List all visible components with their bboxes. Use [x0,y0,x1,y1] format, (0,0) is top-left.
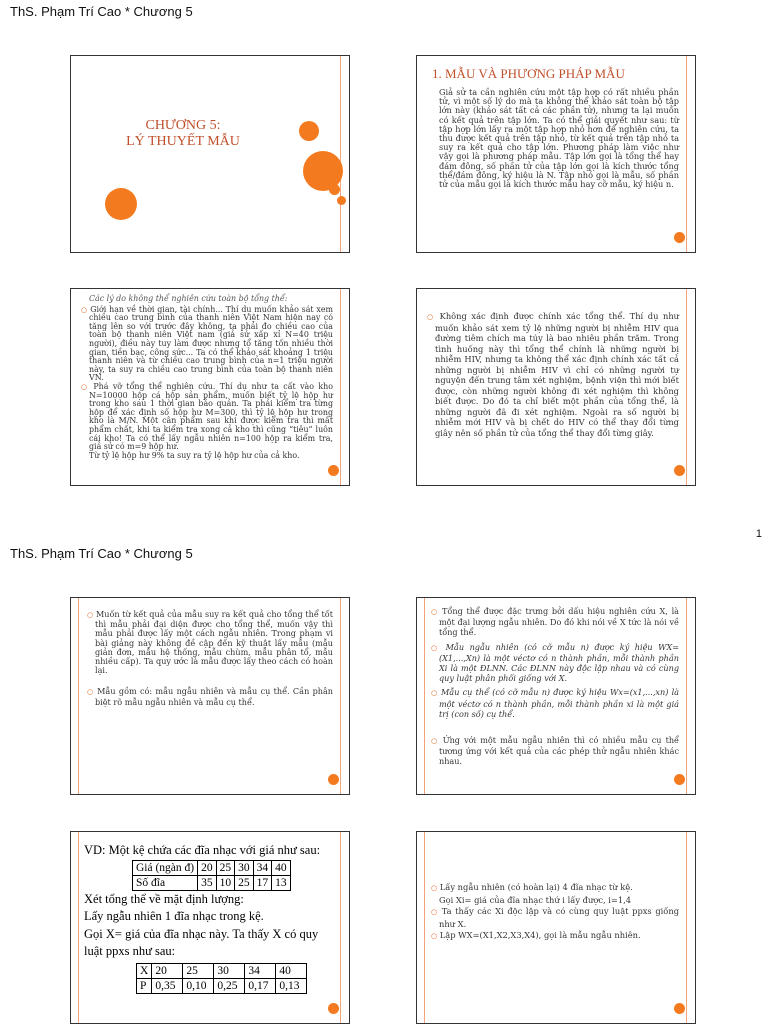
body-line: Gọi Xi= giá của đĩa nhạc thứ i lấy được, i=1,4 [439,894,632,905]
table-cell: 0,13 [276,978,307,993]
page-header: ThS. Phạm Trí Cao * Chương 5 [10,546,193,561]
bullet-icon: ○ [431,908,439,916]
bullet-text: Lập WX=(X1,X2,X3,X4), gọi là mẫu ngẫu nhiên. [439,930,641,940]
slide-content [425,311,679,438]
table-cell: 25 [235,875,254,890]
table-cell: 35 [198,875,217,890]
table-cell: 34 [245,963,276,978]
distribution-table [136,963,307,994]
bullet-item [429,906,679,930]
slide-title [70,55,350,253]
bullet-icon: ○ [431,884,438,892]
slide-content [79,295,333,460]
bullet-item [429,642,679,684]
bullet-item [79,306,333,383]
slide-definitions [416,597,696,795]
bullet-icon: ○ [87,688,94,697]
section-heading: 1. MẪU VÀ PHƯƠNG PHÁP MẪU [432,66,625,81]
decor-dot [313,174,322,183]
table-cell: X [137,963,152,978]
table-cell: 40 [276,963,307,978]
slide-sample-random [70,597,350,795]
bullet-item [429,687,679,719]
slide-number-dot [328,465,339,476]
slide-number-dot [674,465,685,476]
intro-text: Các lý do không thể nghiên cứu toàn bộ tổng thể: [89,294,288,303]
bullet-icon: ○ [431,608,439,616]
bullet-icon: ○ [81,305,88,314]
table-cell: 20 [152,963,183,978]
table-cell: 13 [272,875,291,890]
table-cell: 17 [253,875,272,890]
table-row [137,963,307,978]
slide-border-line [340,56,341,252]
bullet-text: Muốn từ kết quả của mẫu suy ra kết quả cho tổng thể tốt thì mẫu phải đại diện được cho tổng thể, muốn vậy thì mẫu phải được lấy một cách ngẫu nhiên. Trong phạm vi bài giảng này không đề cập đến kỹ thuật lấy mẫu (mẫu giản đơn, mẫu hệ thống, mẫu chùm, mẫu phân tổ, mẫu nhiều cấp). Ta quy ước là mẫu được lấy theo cách có hoàn lại. [95,609,333,676]
bullet-item [79,383,333,452]
table-cell: Giá (ngàn đ) [133,860,198,875]
bullet-text: Ứng với một mẫu ngẫu nhiên thì có nhiều mẫu cụ thể tương ứng với kết quả của các phép thử ngẫu nhiên khác nhau. [439,735,680,767]
table-cell: 30 [214,963,245,978]
table-cell: 0,25 [214,978,245,993]
decor-dot [299,121,319,141]
slide-title-text [81,118,285,150]
bullet-icon: ○ [431,689,438,698]
table-cell: 0,35 [152,978,183,993]
bullet-icon: ○ [431,643,441,652]
table-cell: 30 [235,860,254,875]
bullet-text: Phá vỡ tổng thể nghiên cứu. Thí dụ như ta cất vào kho N=10000 hộp cá hộp sản phẩm, muốn biết tỷ lệ hộp hư trong kho sau 1 thời gian bảo quản. Ta phải kiểm tra từng hộp để xác định số hộp hư M=300, thì tỷ lệ hộp hư trong kho là M/N. Một cân phẩm sau khi được kiểm tra thì mất phẩm chất, khi ta kiểm tra xong cả kho thì cũng “tiêu” luôn cái kho! Ta có thể lấy ngẫu nhiên n=100 hộp ra kiểm tra, giả sử có m=9 hộp hư. [89,381,333,452]
table-cell: 20 [198,860,217,875]
bullet-text: Mẫu cụ thể (có cỡ mẫu n) được ký hiệu Wx=(x1,...,xn) là một véctơ có n thành phần, mỗi thành phần xi là một giá trị (con số) cụ thể. [439,687,679,719]
slide-border-line [424,598,425,794]
table-cell: 25 [183,963,214,978]
slide-sampling-intro [416,55,696,253]
table-row [133,860,291,875]
bullet-item [429,882,679,895]
bullet-icon: ○ [431,932,438,940]
table-cell: 40 [272,860,291,875]
slide-sample-example [416,831,696,1024]
slide-undefined-population [416,288,696,486]
table-cell: 0,17 [245,978,276,993]
bullet-text: Giới hạn về thời gian, tài chính... Thí dụ muốn khảo sát xem chiều cao trung bình của thanh niên Việt Nam hiện nay có tăng lên so với trước đây không, ta phải đo chiều cao của toàn bộ thanh niên Việt nam (giả sử xấp xỉ N=40 triệu người), điều này tuy làm được nhưng tổ tăng tốn nhiều thời gian, tiền bạc, công sức... Ta có thể khảo sát khoảng 1 triệu thanh niên và từ chiều cao trung bình của n=1 triệu người này, ta suy ra chiều cao trung bình của toàn bộ thanh niên VN. [89,304,333,383]
bullet-text: Mẫu ngẫu nhiên (có cỡ mẫu n) được ký hiệu WX=(X1,...,Xn) là một véctơ có n thành phần, mỗi thành phần Xi là một ĐLNN. Các ĐLNN này độc lập nhau và có cùng quy luật phân phối giống với X. [439,641,679,684]
bullet-icon: ○ [81,382,89,391]
chapter-label: CHƯƠNG 5: [145,118,221,133]
slide-number-dot [328,774,339,785]
bullet-text: Không xác định được chính xác tổng thể. Thí dụ như muốn khảo sát xem tỷ lệ những người bị nhiễm HIV qua đường tiêm chích ma túy là bao nhiêu phần trăm. Trong tình huống này thì tổng thể chính là những người bị nhiễm HIV, nhưng ta không thể xác định chính xác tất cả những người bị nhiễm HIV vì chỉ có những người tự nguyện đến trung tâm xét nghiệm, bệnh viện thì mới biết được, còn những người không đi xét nghiệm thì không biết được. Do đó ta chỉ biết một phần của tổng thể, là những người đã đi xét nghiệm. Ngoài ra số người bị nhiễm mới HIV và bị chết do HIV có thể thay đổi từng giây nên số phần tử của tổng thể thay đổi từng giây. [435,311,680,438]
example-line: Gọi X= giá của đĩa nhạc này. Ta thấy X có quy luật ppxs như sau: [84,926,319,958]
decor-dot [329,184,340,195]
paragraph: Giả sử ta cần nghiên cứu một tập hợp có rất nhiều phần tử, vì một số lý do mà ta không thể khảo sát toàn bộ tập lớn này (khảo sát tất cả các phần tử), nhưng ta lại muốn có kết quả trên tập lớn. Ta có thể giải quyết như sau: từ tập hợp lớn lấy ra một tập hợp nhỏ hơn để nghiên cứu, ta thu được kết quả trên tập nhỏ, từ kết quả trên tập nhỏ ta suy ra kết quả cho tập lớn. Phương pháp làm việc như vậy gọi là phương pháp mẫu. Tập lớn gọi là tổng thể hay đám đông, số phần tử của tập lớn gọi là kích thước tổng thể/đám đông, ký hiệu là N. Tập nhỏ gọi là mẫu, số phần tử của mẫu gọi là kích thước mẫu hay cỡ mẫu, ký hiệu n. [439,87,679,190]
example-line: Xét tổng thể về mặt định lượng: [84,891,244,906]
slide-content [84,842,333,994]
slide-border-line [340,832,341,1023]
bullet-item [85,687,333,706]
table-cell: Số đĩa [133,875,198,890]
slide-border-line [78,832,79,1023]
table-cell: 10 [216,875,235,890]
slide-border-line [340,289,341,485]
bullet-item [425,311,679,438]
slide-number-dot [674,1003,685,1014]
bullet-item [85,610,333,675]
bullet-item [429,735,679,767]
example-line: Lấy ngẫu nhiên 1 đĩa nhạc trong kệ. [84,909,264,923]
slide-number-dot [674,774,685,785]
slide-border-line [424,832,425,1023]
table-cell: 34 [253,860,272,875]
page-header: ThS. Phạm Trí Cao * Chương 5 [10,4,193,19]
example-line: VD: Một kệ chứa các đĩa nhạc với giá như sau: [84,843,321,857]
price-table [132,860,291,891]
table-cell: 25 [216,860,235,875]
chapter-title: LÝ THUYẾT MẪU [126,134,240,149]
decor-dot [337,196,346,205]
slide-content [429,606,679,767]
bullet-text: Lấy ngẫu nhiên (có hoàn lại) 4 đĩa nhạc từ kệ. [439,882,633,892]
slide-border-line [78,598,79,794]
slide-border-line [686,598,687,794]
slide-border-line [340,598,341,794]
tail-text: Từ tỷ lệ hộp hư 9% ta suy ra tỷ lệ hộp hư của cả kho. [89,450,300,460]
slide-content [85,610,333,707]
bullet-icon: ○ [87,611,94,619]
bullet-text: Mẫu gồm có: mẫu ngẫu nhiên và mẫu cụ thể. Cần phân biệt rõ mẫu ngẫu nhiên và mẫu cụ thể. [95,686,334,707]
slide-border-line [686,289,687,485]
slide-border-line [686,56,687,252]
bullet-icon: ○ [431,737,439,746]
page-number: 1 [755,528,762,540]
decor-dot [105,188,137,220]
slide-number-dot [674,232,685,243]
slide-border-line [686,832,687,1023]
bullet-item [429,930,679,943]
slide-reasons [70,288,350,486]
bullet-text: Tổng thể được đặc trưng bởi dấu hiệu nghiên cứu X, là một đại lượng ngẫu nhiên. Do đó khi nói về X tức là nói về tổng thể. [439,606,679,638]
table-cell: P [137,978,152,993]
bullet-item [429,606,679,638]
bullet-text: Ta thấy các Xi độc lập và có cùng quy luật ppxs giống như X. [439,906,680,929]
slide-content [429,882,679,943]
table-row [133,875,291,890]
table-cell: 0,10 [183,978,214,993]
slide-example [70,831,350,1024]
slide-number-dot [328,1003,339,1014]
bullet-icon: ○ [427,313,436,321]
table-row [137,978,307,993]
